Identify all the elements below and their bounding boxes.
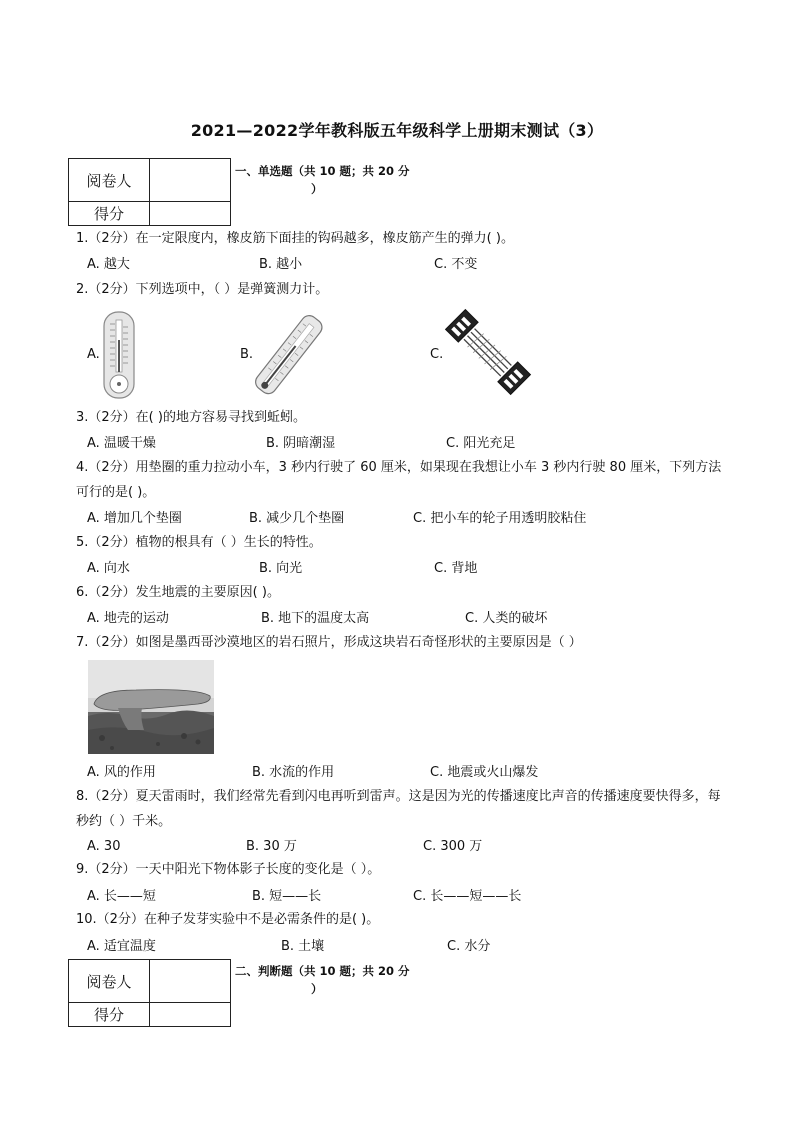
reviewer-label: 阅卷人 [69, 960, 150, 1003]
option-10a[interactable]: A. 适宜温度 [87, 939, 156, 954]
option-2a[interactable]: A. [87, 347, 100, 362]
reviewer-blank[interactable] [150, 960, 231, 1003]
score-box-2 [68, 959, 231, 1027]
page-title: 2021—2022学年教科版五年级科学上册期末测试（3） [190, 121, 604, 140]
section-heading-2: 二、判断题（共 10 题；共 20 分 ） [235, 964, 410, 996]
question-7: 7.（2分）如图是墨西哥沙漠地区的岩石照片，形成这块岩石奇怪形状的主要原因是（ ） [76, 635, 582, 650]
score-label: 得分 [69, 202, 150, 226]
spring-scale-icon [444, 308, 532, 396]
option-7a[interactable]: A. 风的作用 [87, 765, 156, 780]
option-8a[interactable]: A. 30 [87, 839, 121, 854]
thermometer-hygrometer-icon [102, 310, 136, 400]
option-8c[interactable]: C. 300 万 [423, 839, 483, 854]
mushroom-rock-photo [88, 660, 214, 754]
option-4a[interactable]: A. 增加几个垫圈 [87, 511, 182, 526]
option-4b[interactable]: B. 减少几个垫圈 [249, 511, 345, 526]
option-3b[interactable]: B. 阴暗潮湿 [266, 436, 336, 451]
question-10: 10.（2分）在种子发芽实验中不是必需条件的是( )。 [76, 912, 380, 927]
option-3c[interactable]: C. 阳光充足 [446, 436, 516, 451]
option-2b[interactable]: B. [240, 347, 254, 362]
score-blank[interactable] [150, 1003, 231, 1027]
score-label: 得分 [69, 1003, 150, 1027]
option-6a[interactable]: A. 地壳的运动 [87, 611, 169, 626]
option-7c[interactable]: C. 地震或火山爆发 [430, 765, 539, 780]
option-1a[interactable]: A. 越大 [87, 257, 130, 272]
option-10c[interactable]: C. 水分 [447, 939, 491, 954]
question-4: 4.（2分）用垫圈的重力拉动小车，3 秒内行驶了 60 厘米，如果现在我想让小车 3 秒内行驶 80 厘米，下列方法可行的是( )。 [76, 460, 722, 500]
question-2: 2.（2分）下列选项中，（ ）是弹簧测力计。 [76, 282, 329, 297]
question-9: 9.（2分）一天中阳光下物体影子长度的变化是（ ）。 [76, 862, 381, 877]
question-1: 1.（2分）在一定限度内，橡皮筋下面挂的钩码越多，橡皮筋产生的弹力( )。 [76, 231, 514, 246]
option-6c[interactable]: C. 人类的破坏 [465, 611, 548, 626]
option-9b[interactable]: B. 短——长 [252, 889, 322, 904]
option-8b[interactable]: B. 30 万 [246, 839, 297, 854]
option-6b[interactable]: B. 地下的温度太高 [261, 611, 370, 626]
option-7b[interactable]: B. 水流的作用 [252, 765, 335, 780]
option-5b[interactable]: B. 向光 [259, 561, 303, 576]
option-3a[interactable]: A. 温暖干燥 [87, 436, 156, 451]
option-2c[interactable]: C. [430, 347, 444, 362]
question-3: 3.（2分）在( )的地方容易寻找到蚯蚓。 [76, 410, 306, 425]
option-5c[interactable]: C. 背地 [434, 561, 478, 576]
option-4c[interactable]: C. 把小车的轮子用透明胶粘住 [413, 511, 587, 526]
option-5a[interactable]: A. 向水 [87, 561, 130, 576]
question-8: 8.（2分）夏天雷雨时，我们经常先看到闪电再听到雷声。这是因为光的传播速度比声音的传播速度要快得多，每秒约（ ）千米。 [76, 789, 721, 829]
option-1c[interactable]: C. 不变 [434, 257, 478, 272]
question-5: 5.（2分）植物的根具有（ ）生长的特性。 [76, 535, 322, 550]
option-9c[interactable]: C. 长——短——长 [413, 889, 522, 904]
thermometer-icon [252, 313, 324, 395]
section-heading-1: 一、单选题（共 10 题；共 20 分 ） [235, 164, 410, 196]
score-blank[interactable] [150, 202, 231, 226]
question-6: 6.（2分）发生地震的主要原因( )。 [76, 585, 280, 600]
score-box [68, 158, 231, 226]
option-9a[interactable]: A. 长——短 [87, 889, 156, 904]
reviewer-label: 阅卷人 [69, 159, 150, 202]
reviewer-blank[interactable] [150, 159, 231, 202]
option-10b[interactable]: B. 土壤 [281, 939, 325, 954]
option-1b[interactable]: B. 越小 [259, 257, 303, 272]
